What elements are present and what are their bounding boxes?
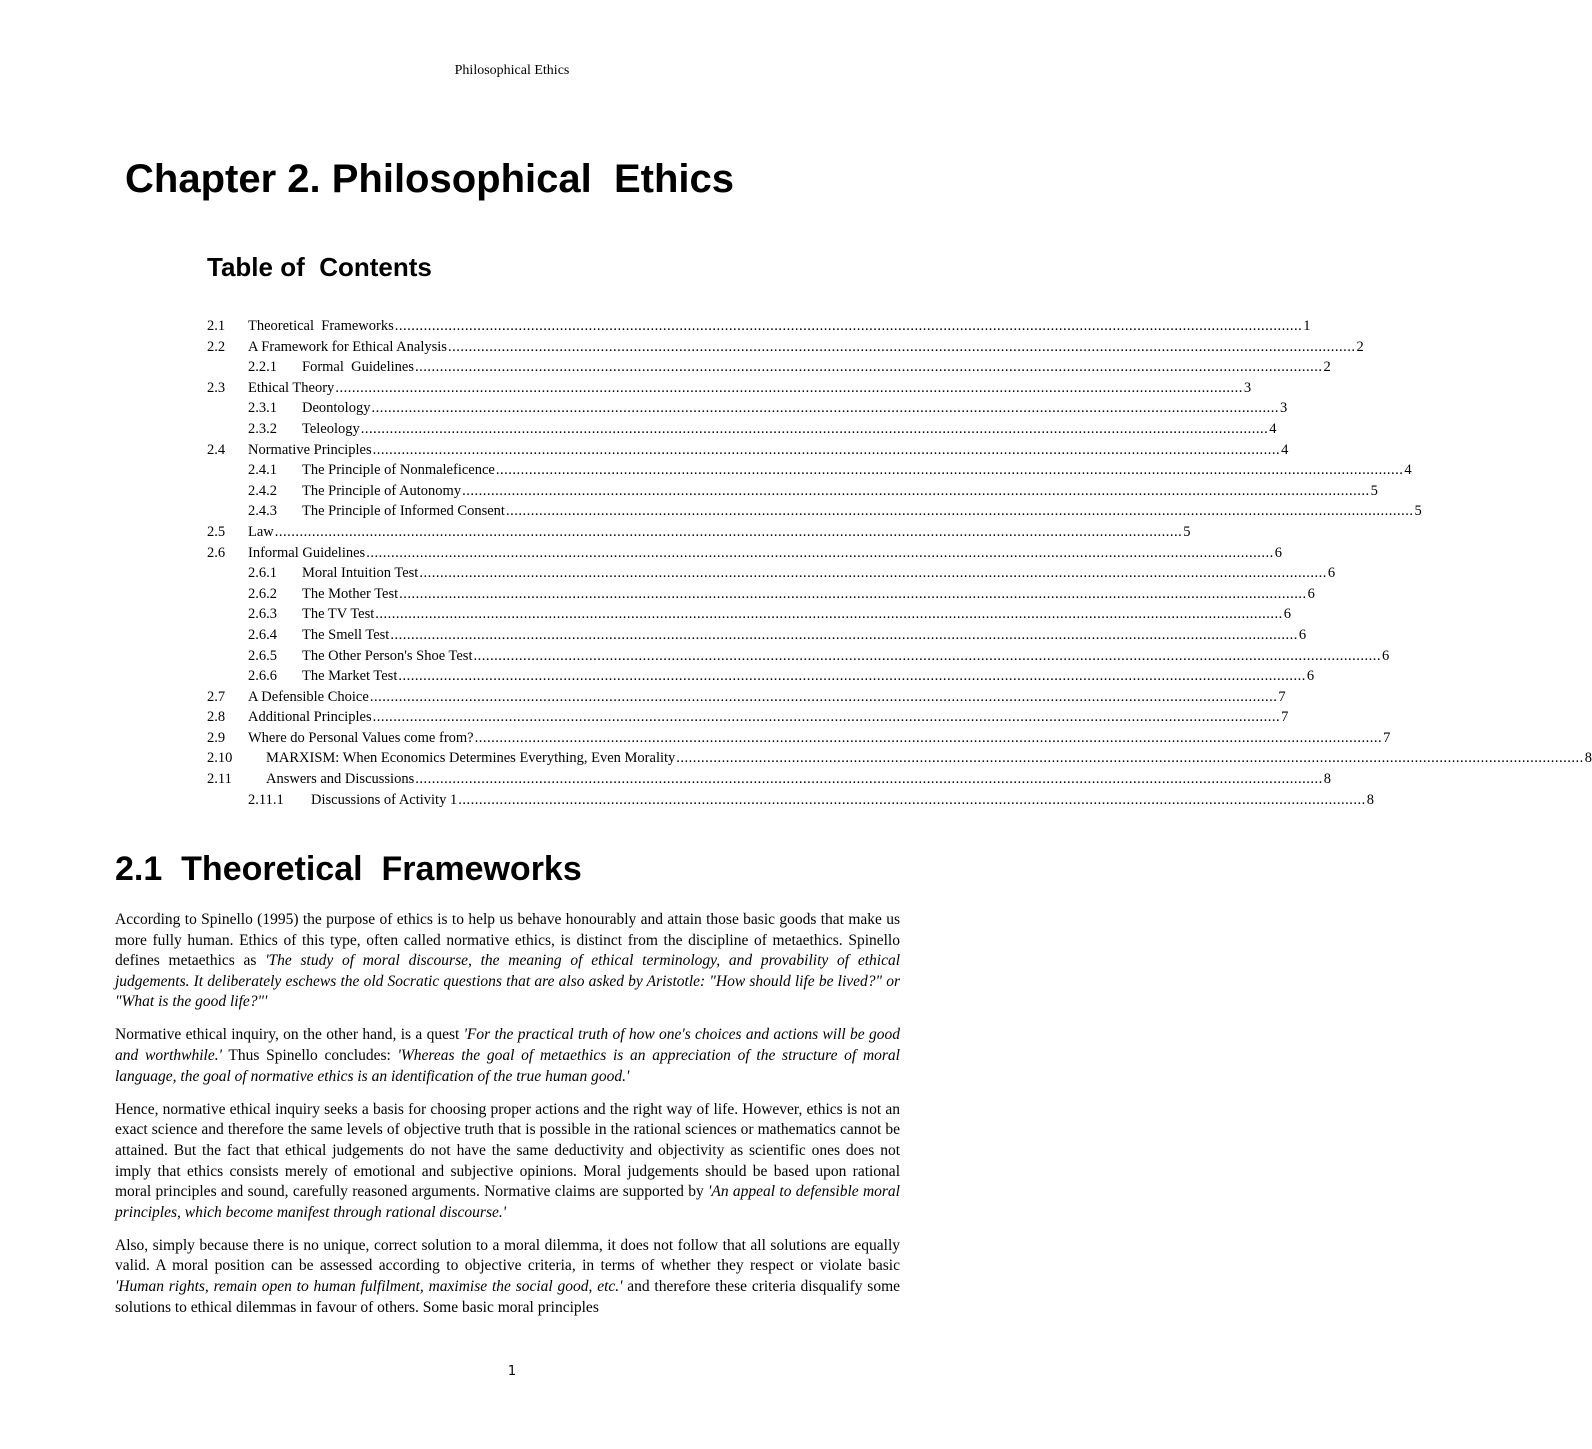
toc-entry-title: The Market Test [302, 668, 398, 685]
toc-entry-title: Formal Guidelines [302, 359, 414, 376]
toc-entry-title: The Principle of Informed Consent [302, 503, 505, 520]
toc-entry-title: Law [248, 523, 274, 540]
toc-entry[interactable] [207, 543, 1282, 564]
toc-entry-title: Informal Guidelines [248, 544, 366, 561]
toc-entry[interactable] [207, 460, 1412, 481]
toc-entry-page: 1 [1303, 318, 1311, 334]
toc-dot-leader: ............................................................................................................................................................................................................................ [474, 729, 1383, 746]
toc-entry-page: 6 [1307, 585, 1315, 602]
toc-entry-number: 2.6 [207, 544, 226, 561]
paragraph-1 [115, 910, 900, 1013]
toc-dot-leader: ............................................................................................................................................................................................................................ [399, 585, 1307, 602]
toc-entry[interactable] [207, 501, 1422, 522]
paragraph-text: Normative ethical inquiry, on the other hand, is a quest [115, 1026, 464, 1044]
toc-entry[interactable] [207, 687, 1286, 708]
toc-entry[interactable] [207, 481, 1378, 502]
toc-dot-leader: ............................................................................................................................................................................................................................ [398, 668, 1306, 685]
toc-dot-leader: ............................................................................................................................................................................................................................ [473, 647, 1381, 664]
toc-entry-number: 2.5 [207, 523, 226, 540]
quotation: 'The study of moral discourse, the meaning of ethical terminology, and provability of ethical judgements. It deliberately eschews the old Socratic questions that are also asked by Aristotle: "How should life be lived?" or "What is the good life?"' [115, 952, 900, 1011]
toc-entry-page: 6 [1306, 668, 1315, 685]
page-number: 1 [507, 1364, 517, 1379]
toc-dot-leader: ............................................................................................................................................................................................................................ [419, 565, 1327, 582]
toc-dot-leader: ............................................................................................................................................................................................................................ [371, 400, 1279, 417]
toc-entry[interactable] [207, 666, 1315, 687]
toc-dot-leader: ............................................................................................................................................................................................................................ [369, 688, 1278, 705]
toc-entry-title: Deontology [302, 400, 371, 417]
toc-entry-page: 2 [1356, 338, 1364, 355]
toc-entry-number: 2.1 [207, 318, 226, 334]
toc-dot-leader: ............................................................................................................................................................................................................................ [458, 791, 1366, 808]
toc-entry-number: 2.6.2 [248, 585, 277, 602]
running-header: Philosophical Ethics [454, 63, 570, 78]
toc-entry-title: The Principle of Nonmaleficence [302, 462, 495, 479]
toc-entry-number: 2.4.3 [248, 503, 277, 520]
toc-entry-page: 6 [1274, 544, 1282, 561]
paragraph-text: According to Spinello (1995) the purpose of ethics is to help us behave honourably and attain those basic goods that make us more fully human. Ethics of this type, often called normative ethics, is distinct from the discipline of metaethics. Spinello defines metaethics as [115, 911, 900, 970]
toc-entry-number: 2.7 [207, 688, 226, 705]
toc-entry-number: 2.4.2 [248, 482, 277, 499]
toc-entry-number: 2.6.1 [248, 565, 277, 582]
toc-entry[interactable] [207, 646, 1390, 667]
paragraph-2 [115, 1025, 900, 1087]
toc-entry-number: 2.8 [207, 709, 226, 726]
toc-entry-number: 2.6.6 [248, 668, 277, 685]
toc-entry-page: 4 [1269, 420, 1277, 437]
toc-entry[interactable] [207, 337, 1364, 358]
toc-entry[interactable] [207, 584, 1315, 605]
quotation: 'For the practical truth of how one's choices and actions will be good and worthwhile.' [115, 1026, 900, 1065]
toc-dot-leader: ............................................................................................................................................................................................................................ [414, 359, 1323, 376]
toc-entry-page: 4 [1404, 462, 1412, 479]
toc-entry-title: The TV Test [302, 606, 375, 623]
section-heading: 2.1 Theoretical Frameworks [115, 850, 582, 888]
toc-entry-title: Theoretical Frameworks [248, 318, 394, 334]
toc-entry-page: 3 [1279, 400, 1288, 417]
paragraph-text: Also, simply because there is no unique, correct solution to a moral dilemma, it does not follow that all solutions are equally valid. A moral position can be assessed according to objective criteria, in terms of whether they respect or violate basic [115, 1236, 900, 1275]
toc-entry-page: 5 [1414, 503, 1422, 520]
toc-entry[interactable] [207, 625, 1307, 646]
chapter-title: Chapter 2. Philosophical Ethics [125, 157, 735, 201]
toc-dot-leader: ............................................................................................................................................................................................................................ [366, 544, 1274, 561]
toc-entry-number: 2.3.1 [248, 400, 277, 417]
toc-entry-page: 8 [1323, 771, 1331, 788]
toc-dot-leader: ............................................................................................................................................................................................................................ [375, 606, 1283, 623]
toc-entry-title: MARXISM: When Economics Determines Everything, Even Morality [266, 750, 676, 767]
toc-dot-leader: ............................................................................................................................................................................................................................ [372, 441, 1281, 458]
paragraph-text: and therefore these criteria disqualify some solutions to ethical dilemmas in favour of others. Some basic moral principles [115, 1278, 901, 1316]
toc-dot-leader: ............................................................................................................................................................................................................................ [394, 318, 1303, 334]
toc-dot-leader: ............................................................................................................................................................................................................................ [415, 771, 1323, 788]
toc-entry-page: 7 [1383, 729, 1391, 746]
toc-entry-number: 2.2.1 [248, 359, 277, 376]
toc-entry[interactable] [207, 522, 1191, 543]
toc-entry-title: The Principle of Autonomy [302, 482, 462, 499]
toc-entry-number: 2.11 [207, 771, 232, 788]
toc-entry-title: Ethical Theory [248, 379, 335, 396]
toc-entry-page: 5 [1370, 482, 1378, 499]
toc-entry-page: 6 [1327, 565, 1336, 582]
paragraph-3 [115, 1100, 900, 1224]
toc-dot-leader: ............................................................................................................................................................................................................................ [274, 523, 1183, 540]
toc-entry-title: The Smell Test [302, 626, 390, 643]
toc-entry[interactable] [207, 316, 1311, 337]
toc-entry-page: 6 [1283, 606, 1292, 623]
toc-entry-title: Discussions of Activity 1 [311, 791, 458, 808]
toc-entry-page: 6 [1298, 626, 1307, 643]
toc-dot-leader: ............................................................................................................................................................................................................................ [360, 420, 1269, 437]
paragraph-text: Hence, normative ethical inquiry seeks a basis for choosing proper actions and the right way of life. However, ethics is not an exact science and therefore the same levels of objective truth that is possible in the rational sciences or mathematics cannot be attained. But the fact that ethical judgements do not have the same deductivity and objectivity as scientific ones does not imply that ethics consists merely of emotional and subjective opinions. Moral judgements should be based upon rational moral principles and sound, carefully reasoned arguments. Normative claims are supported by [115, 1100, 900, 1201]
toc-entry-number: 2.6.4 [248, 626, 277, 643]
toc-entry-number: 2.2 [207, 338, 226, 355]
toc-entry-number: 2.3 [207, 379, 226, 396]
toc-dot-leader: ............................................................................................................................................................................................................................ [676, 750, 1584, 767]
toc-entry[interactable] [207, 440, 1289, 461]
toc-entry-page: 4 [1281, 441, 1289, 458]
toc-entry[interactable] [207, 398, 1288, 419]
toc-entry[interactable] [207, 728, 1391, 749]
toc-entry-number: 2.6.5 [248, 647, 277, 664]
toc-dot-leader: ............................................................................................................................................................................................................................ [505, 503, 1414, 520]
toc-dot-leader: ............................................................................................................................................................................................................................ [447, 338, 1356, 355]
toc-entry[interactable] [207, 790, 1374, 811]
toc-heading: Table of Contents [207, 252, 432, 282]
toc-entry-title: Answers and Discussions [266, 771, 415, 788]
toc-dot-leader: ............................................................................................................................................................................................................................ [495, 462, 1404, 479]
quotation: 'An appeal to defensible moral principles, which become manifest through rational discourse.' [115, 1183, 900, 1221]
toc-entry-number: 2.4.1 [248, 462, 277, 479]
quotation: 'Whereas the goal of metaethics is an appreciation of the structure of moral language, the goal of normative ethics is an identification of the true human good.' [115, 1047, 900, 1085]
table-of-contents [207, 316, 1592, 810]
toc-entry-title: Moral Intuition Test [302, 565, 419, 582]
toc-entry-page: 7 [1278, 688, 1286, 705]
toc-dot-leader: ............................................................................................................................................................................................................................ [335, 379, 1243, 396]
toc-entry[interactable] [207, 604, 1292, 625]
toc-entry-number: 2.11.1 [248, 791, 284, 808]
toc-entry[interactable] [207, 707, 1289, 728]
toc-entry-title: Additional Principles [248, 709, 372, 726]
paragraph-4 [115, 1236, 900, 1318]
toc-entry[interactable] [207, 563, 1336, 584]
section-body [115, 910, 900, 1331]
toc-entry-title: A Framework for Ethical Analysis [248, 338, 447, 355]
toc-entry-page: 3 [1243, 379, 1252, 396]
toc-entry-page: 2 [1323, 359, 1331, 376]
toc-entry[interactable] [207, 769, 1331, 790]
toc-entry-number: 2.10 [207, 750, 233, 767]
toc-entry-page: 8 [1366, 791, 1374, 808]
toc-entry[interactable] [207, 748, 1592, 769]
toc-entry-page: 7 [1281, 709, 1289, 726]
toc-dot-leader: ............................................................................................................................................................................................................................ [372, 709, 1281, 726]
toc-entry[interactable] [207, 378, 1252, 399]
quotation: 'Human rights, remain open to human fulfilment, maximise the social good, etc.' [115, 1278, 623, 1295]
toc-entry-page: 6 [1381, 647, 1390, 664]
toc-dot-leader: ............................................................................................................................................................................................................................ [390, 626, 1298, 643]
toc-entry-number: 2.6.3 [248, 606, 277, 623]
toc-dot-leader: ............................................................................................................................................................................................................................ [462, 482, 1370, 499]
toc-entry-title: The Mother Test [302, 585, 399, 602]
toc-entry-title: The Other Person's Shoe Test [302, 647, 473, 664]
toc-entry-number: 2.3.2 [248, 420, 277, 437]
toc-entry[interactable] [207, 357, 1331, 378]
toc-entry-number: 2.4 [207, 441, 226, 458]
toc-entry-title: Where do Personal Values come from? [248, 729, 474, 746]
toc-entry-page: 8 [1584, 750, 1592, 767]
toc-entry-title: Teleology [302, 420, 360, 437]
toc-entry-page: 5 [1183, 523, 1191, 540]
paragraph-text: Thus Spinello concludes: [221, 1047, 398, 1065]
toc-entry[interactable] [207, 419, 1277, 440]
toc-entry-number: 2.9 [207, 729, 226, 746]
toc-entry-title: Normative Principles [248, 441, 372, 458]
toc-entry-title: A Defensible Choice [248, 688, 369, 705]
